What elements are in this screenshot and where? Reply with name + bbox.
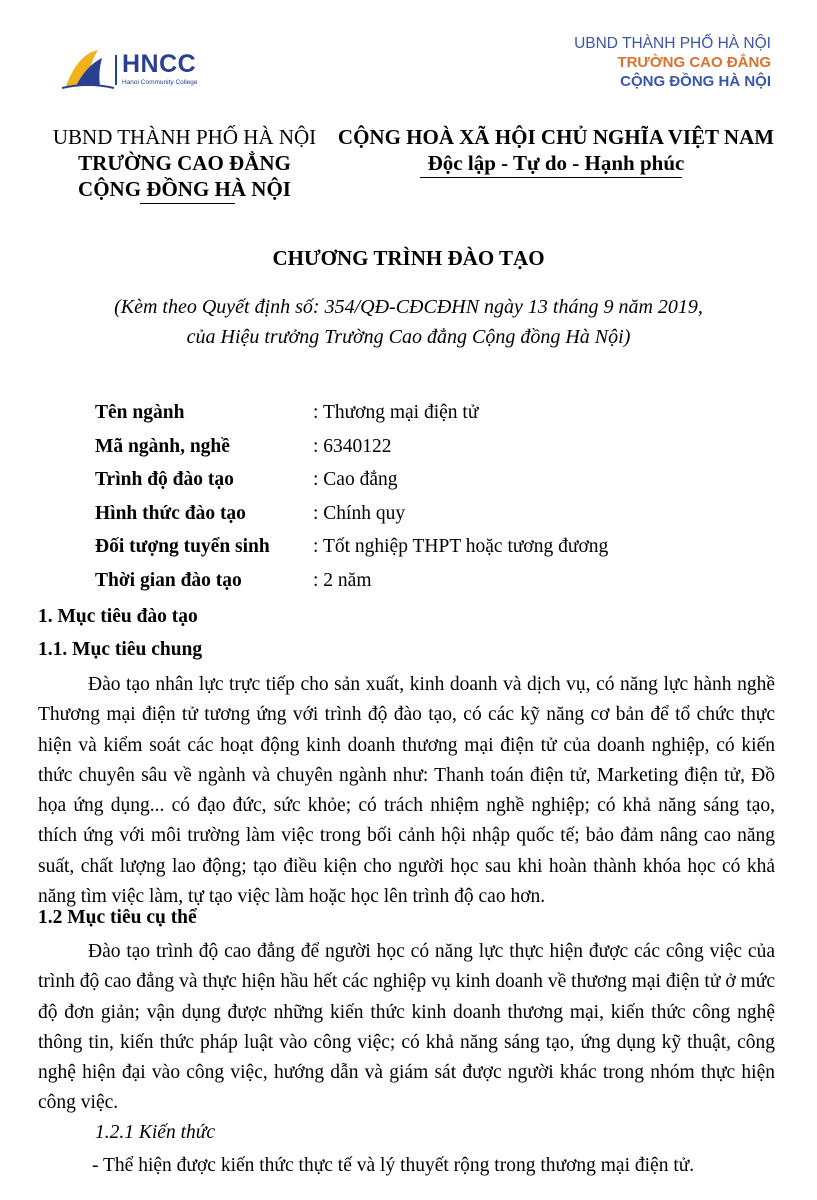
issuer-line-1: UBND THÀNH PHỐ HÀ NỘI — [52, 125, 317, 149]
info-label: Mã ngành, nghề — [95, 435, 230, 457]
issuer-line-3: CỘNG ĐỒNG HÀ NỘI — [78, 177, 291, 201]
subsection-heading: 1.2.1 Kiến thức — [95, 1122, 216, 1143]
logo-text: HNCC — [122, 50, 197, 78]
sail-logo-icon — [58, 44, 118, 94]
document-title: CHƯƠNG TRÌNH ĐÀO TẠO — [272, 246, 545, 270]
info-label: Thời gian đào tạo — [95, 569, 242, 591]
issuer-underline — [140, 203, 235, 204]
info-value: : Cao đẳng — [313, 469, 398, 490]
subtitle-line-2: của Hiệu trưởng Trường Cao đẳng Cộng đồng Hà Nội) — [186, 326, 631, 348]
issuer-line-2: TRƯỜNG CAO ĐẲNG — [78, 151, 291, 175]
info-label: Hình thức đào tạo — [95, 502, 246, 524]
info-value: : 2 năm — [313, 569, 372, 591]
info-value: : Chính quy — [313, 502, 406, 524]
info-value: : Thương mại điện tử — [313, 402, 479, 423]
issuer-header — [52, 124, 317, 202]
info-label: Tên ngành — [95, 402, 185, 423]
bullet-item: - Thể hiện được kiến thức thực tế và lý thuyết rộng trong thương mại điện tử. — [92, 1155, 695, 1176]
brand-line-2: TRƯỜNG CAO ĐẲNG — [617, 54, 771, 71]
national-line-1: CỘNG HOÀ XÃ HỘI CHỦ NGHĨA VIỆT NAM — [337, 125, 775, 149]
brand-line-3: CỘNG ĐỒNG HÀ NỘI — [620, 73, 771, 90]
info-value: : Tốt nghiệp THPT hoặc tương đương — [313, 536, 609, 557]
brand-block — [574, 34, 771, 91]
section-heading: 1.1. Mục tiêu chung — [38, 639, 203, 660]
national-header — [336, 124, 776, 176]
brand-line-1: UBND THÀNH PHỐ HÀ NỘI — [574, 35, 771, 52]
section-heading: 1.2 Mục tiêu cụ thể — [38, 907, 197, 928]
paragraph-text: Đào tạo trình độ cao đẳng để người học có năng lực thực hiện được các công việc của trình độ cao đẳng và thực hiện hầu hết các nghiệp vụ kinh doanh về thương mại điện tử ở mức độ đơn giản; vận dụng được những kiến thức kinh doanh thương mại, kiến thức công nghệ thông tin, kiến thức pháp luật vào công việc; có khả năng sáng tạo, ứng dụng kỹ thuật, công nghệ hiện đại vào công việc, hướng dẫn và giám sát được người khác trong nhóm thực hiện công việc. — [38, 941, 775, 1114]
logo-divider — [115, 55, 117, 85]
paragraph — [38, 670, 775, 912]
motto-underline — [420, 177, 682, 178]
national-line-2: Độc lập - Tự do - Hạnh phúc — [427, 151, 685, 175]
document-subtitle — [0, 292, 817, 352]
paragraph-text: Đào tạo nhân lực trực tiếp cho sản xuất, kinh doanh và dịch vụ, có năng lực hành nghề Thương mại điện tử tương ứng với trình độ đào tạo, có các kỹ năng cơ bản để tổ chức thực hiện và kiểm soát các hoạt động kinh doanh thương mại điện tử của doanh nghiệp, có kiến thức chuyên sâu về ngành và chuyên ngành như: Thanh toán điện tử, Marketing điện tử, Đồ họa ứng dụng... có đạo đức, sức khỏe; có trách nhiệm nghề nghiệp; có khả năng sáng tạo, thích ứng với môi trường làm việc trong bối cảnh hội nhập quốc tế; bảo đảm nâng cao năng suất, chất lượng lao động; tạo điều kiện cho người học sau khi hoàn thành khóa học có khả năng tìm việc làm, tự tạo việc làm hoặc học lên trình độ cao hơn. — [38, 674, 775, 908]
section-heading: 1. Mục tiêu đào tạo — [38, 606, 198, 627]
subtitle-line-1: (Kèm theo Quyết định số: 354/QĐ-CĐCĐHN ngày 13 tháng 9 năm 2019, — [114, 296, 703, 318]
logo-subtext: Hanoi Community College — [122, 79, 198, 86]
info-label: Đối tượng tuyển sinh — [95, 536, 270, 557]
info-label: Trình độ đào tạo — [95, 469, 234, 490]
paragraph — [38, 937, 775, 1119]
info-value: : 6340122 — [313, 435, 392, 457]
